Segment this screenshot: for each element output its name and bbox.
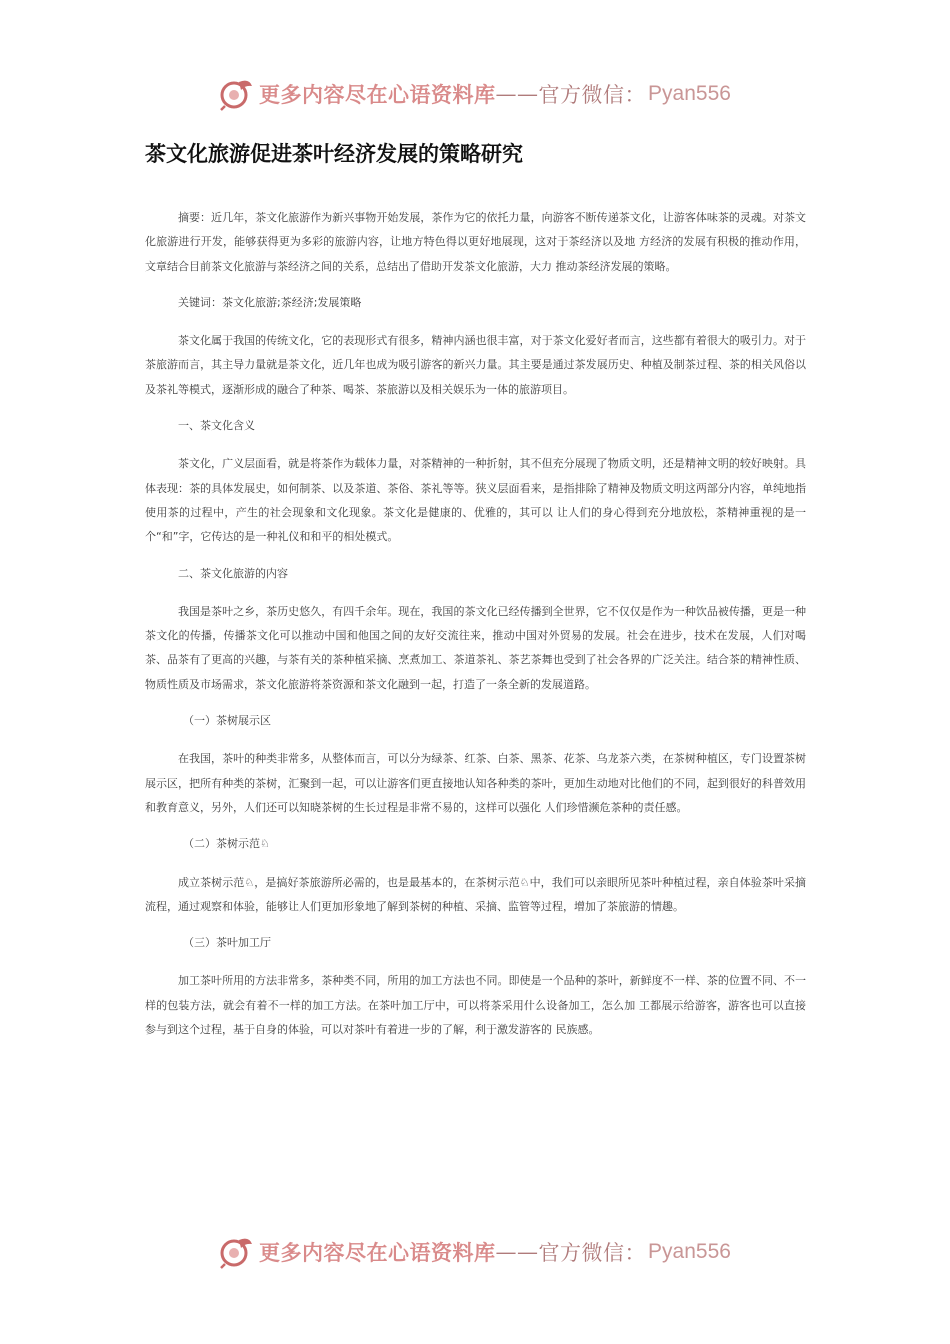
- subsection2-paragraph: 成立茶树示范♘，是搞好茶旅游所必需的，也是最基本的，在茶树示范♘中，我们可以亲眼所见茶叶种植过程，亲自体验茶叶采摘流程，通过观察和体验，能够让人们更加形象地了解到茶树的种植、采摘、监管等过程，增加了茶旅游的情趣。: [145, 875, 806, 913]
- document-title: 茶文化旅游促进茶叶经济发展的策略研究: [145, 142, 523, 166]
- section2-paragraph: 我国是茶叶之乡，茶历史悠久，有四千余年。现在，我国的茶文化已经传播到全世界，它不仅仅是作为一种饮品被传播，更是一种茶文化的传播，传播茶文化可以推动中国和他国之间的友好交流往来，推动中国对外贸易的发展。社会在进步，技术在发展，人们对喝茶、品茶有了更高的兴趣，与茶有关的茶种植采摘、烹煮加工、茶道茶礼、茶艺茶舞也受到了社会各界的广泛关注。结合茶的精神性质、物质性质及市场需求，茶文化旅游将茶资源和茶文化融到一起，打造了一条全新的发展道路。: [145, 604, 806, 691]
- intro-paragraph: 茶文化属于我国的传统文化，它的表现形式有很多，精神内涵也很丰富，对于茶文化爱好者而言，这些都有着很大的吸引力。对于茶旅游而言，其主导力量就是茶文化，近几年也成为吸引游客的新兴力量。其主要是通过茶发展历史、种植及制茶过程、茶的相关风俗以及茶礼等模式，逐渐形成的融合了种茶、喝茶、茶旅游以及相关娱乐为一体的旅游项目。: [145, 334, 806, 396]
- subsection1-heading: （一）茶树展示区: [183, 714, 271, 728]
- subsection3-heading: （三）茶叶加工厅: [183, 936, 271, 950]
- section1-paragraph: 茶文化，广义层面看，就是将茶作为载体力量，对茶精神的一种折射，其不但充分展现了物质文明，还是精神文明的较好映射。具体表现：茶的具体发展史，如何制茶、以及茶道、茶俗、茶礼等等。狭义层面看来，是指排除了精神及物质文明这两部分内容，单纯地指使用茶的过程中，产生的社会现象和文化现象。茶文化是健康的、优雅的，其可以 让人们的身心得到充分地放松，茶精神重视的是一个“和”字，它传达的是一种礼仪和和平的相处模式。: [145, 457, 806, 544]
- section2-heading: 二、茶文化旅游的内容: [178, 566, 288, 580]
- brand-logo-icon: [219, 1234, 255, 1270]
- footer-banner: [0, 1230, 950, 1274]
- subsection2-heading: （二）茶树示范♘: [183, 837, 270, 851]
- keywords-paragraph: 关键词：茶文化旅游;茶经济;发展策略: [178, 295, 362, 309]
- section1-heading: 一、茶文化含义: [178, 419, 255, 433]
- footer-banner-wechat-label: 官方微信：: [538, 1241, 647, 1265]
- banner-wechat-id: Pyan556: [648, 82, 731, 105]
- banner-text: 更多内容尽在心语资料库: [259, 82, 496, 107]
- banner-wechat-label: 官方微信：: [538, 83, 647, 107]
- document-body: [145, 206, 806, 1054]
- subsection3-paragraph: 加工茶叶所用的方法非常多，茶种类不同，所用的加工方法也不同。即使是一个品种的茶叶，新鲜度不一样、茶的位置不同、不一样的包装方法，就会有着不一样的加工方法。在茶叶加工厅中，可以将茶采用什么设备加工，怎么加 工都展示给游客，游客也可以直接参与到这个过程，基于自身的体验，可以对茶叶有着进一步的了解，利于激发游客的 民族感。: [145, 974, 806, 1037]
- brand-logo-icon: [219, 76, 255, 112]
- footer-banner-separator: ——: [495, 1240, 539, 1264]
- footer-banner-wechat-id: Pyan556: [648, 1240, 731, 1263]
- header-banner: [0, 72, 950, 116]
- abstract-paragraph: 摘要：近几年，茶文化旅游作为新兴事物开始发展，茶作为它的依托力量，向游客不断传递茶文化，让游客体味茶的灵魂。对茶文化旅游进行开发，能够获得更为多彩的旅游内容，让地方特色得以更好地展现，这对于茶经济以及地 方经济的发展有积极的推动作用，文章结合目前茶文化旅游与茶经济之间的关系，总结出了借助开发茶文化旅游，大力 推动茶经济发展的策略。: [145, 211, 806, 273]
- footer-banner-text: 更多内容尽在心语资料库: [259, 1240, 496, 1265]
- banner-separator: ——: [495, 82, 539, 106]
- subsection1-paragraph: 在我国，茶叶的种类非常多，从整体而言，可以分为绿茶、红茶、白茶、黑茶、花茶、乌龙茶六类，在茶树种植区，专门设置茶树展示区，把所有种类的茶树，汇聚到一起，可以让游客们更直接地认知各种类的茶叶，更加生动地对比他们的不同，起到很好的科普效用和教育意义，另外，人们还可以知晓茶树的生长过程是非常不易的，这样可以强化 人们珍惜濒危茶种的责任感。: [145, 752, 806, 814]
